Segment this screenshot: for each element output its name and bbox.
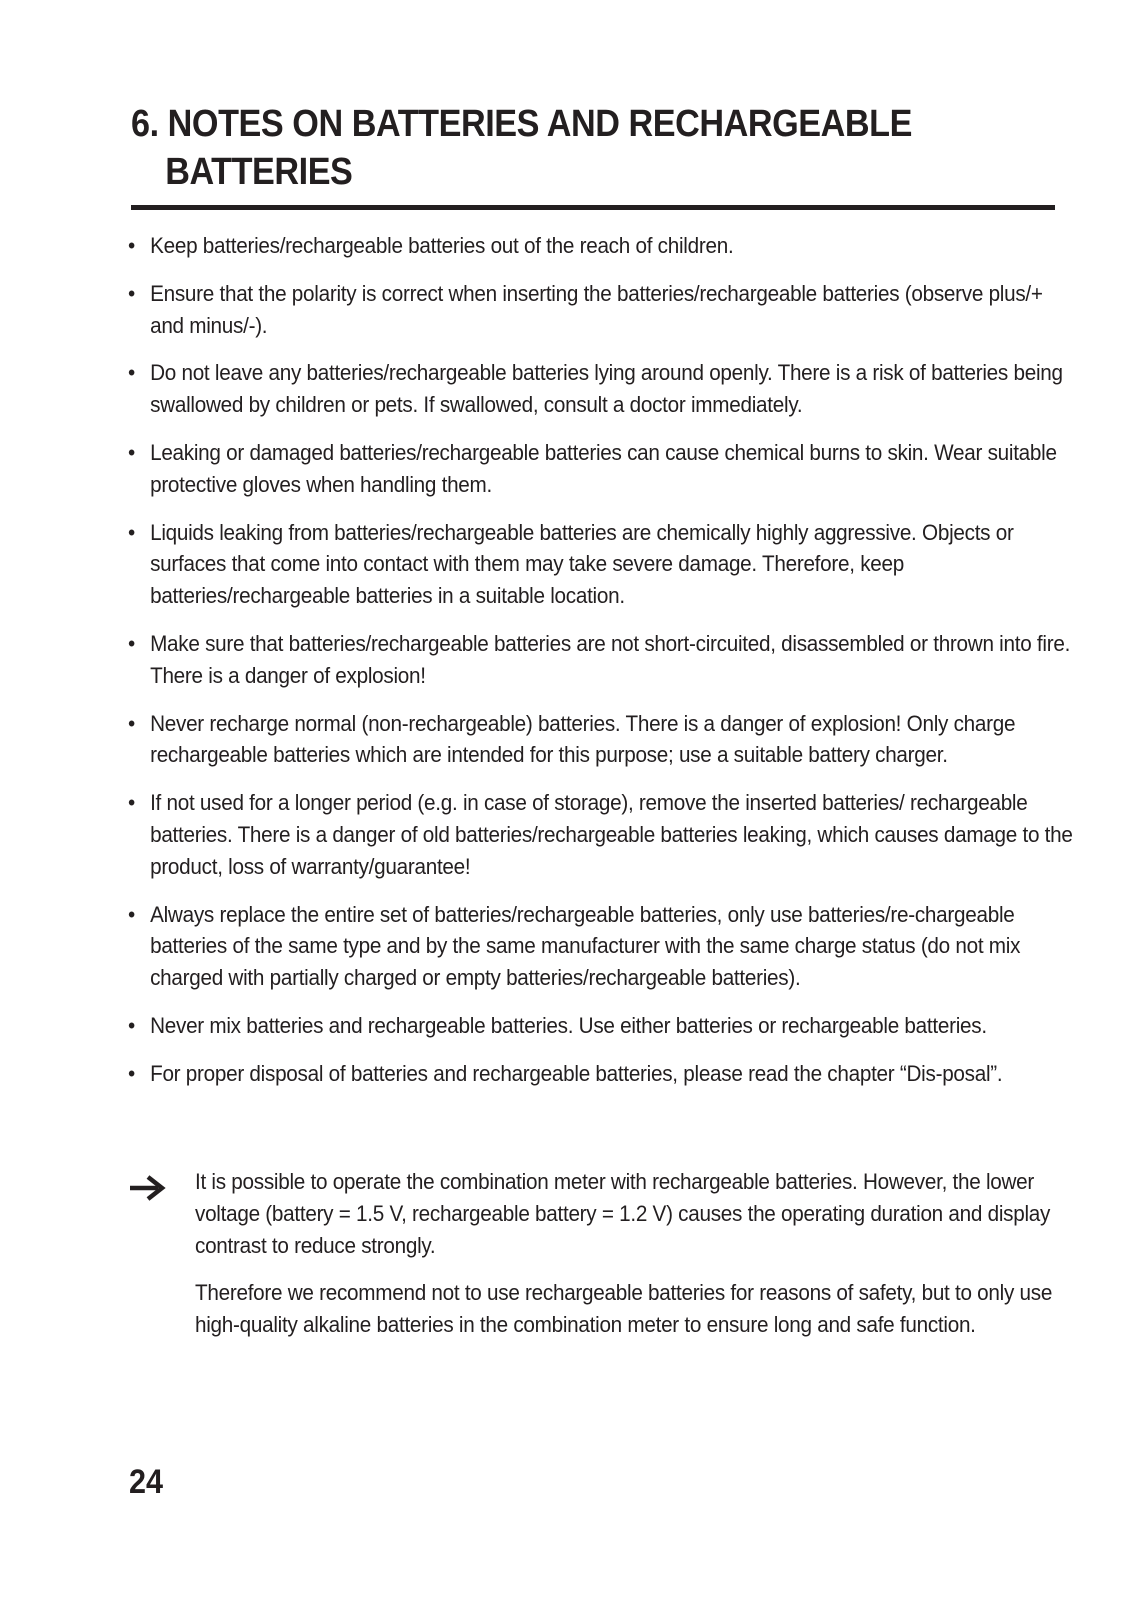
list-item-text: Ensure that the polarity is correct when inserting the batteries/rechargeable batteries (observe plus/+ and minus/-). <box>150 280 1043 338</box>
list-item-text: Leaking or damaged batteries/rechargeable batteries can cause chemical burns to skin. Wear suitable protective gloves when handling them. <box>150 439 1057 497</box>
section-heading <box>131 100 959 196</box>
list-item-text: For proper disposal of batteries and rechargeable batteries, please read the chapter “Dis-posal”. <box>150 1060 1003 1086</box>
list-item <box>128 278 1079 342</box>
list-item-text: Make sure that batteries/rechargeable batteries are not short-circuited, disassembled or thrown into fire. There is a danger of explosion! <box>150 630 1071 688</box>
note-paragraph-2: Therefore we recommend not to use rechargeable batteries for reasons of safety, but to only use high-quality alkaline batteries in the combination meter to ensure long and safe function. <box>195 1280 1053 1338</box>
bullet-dot: • <box>128 1060 135 1086</box>
list-item <box>128 1058 1079 1090</box>
list-item-text: Never mix batteries and rechargeable batteries. Use either batteries or rechargeable batteries. <box>150 1012 987 1038</box>
bullet-dot: • <box>128 630 135 656</box>
bullet-dot: • <box>128 280 135 306</box>
list-item <box>128 230 1079 262</box>
arrow-right-icon <box>128 1174 168 1202</box>
bullet-dot: • <box>128 901 135 927</box>
list-item <box>128 899 1079 994</box>
section-heading-line-2: BATTERIES <box>165 151 353 193</box>
list-item <box>128 708 1079 772</box>
list-item <box>128 1010 1079 1042</box>
list-item-text: Always replace the entire set of batteries/rechargeable batteries, only use batteries/re-chargeable batteries of the same type and by the same manufacturer with the same charge status (do not mix charged with partially charged or empty batteries/rechargeable batteries). <box>150 901 1021 991</box>
page-number: 24 <box>129 1463 164 1501</box>
list-item <box>128 517 1079 612</box>
bullet-dot: • <box>128 439 135 465</box>
list-item-text: Liquids leaking from batteries/rechargeable batteries are chemically highly aggressive. Objects or surfaces that come into contact with them may take severe damage. Therefore, keep batteries/rechargeable batteries in a suitable location. <box>150 519 1014 609</box>
note-paragraph-1: It is possible to operate the combination meter with rechargeable batteries. However, the lower voltage (battery = 1.5 V, rechargeable battery = 1.2 V) causes the operating duration and display contrast to reduce strongly. <box>195 1169 1051 1258</box>
list-item <box>128 357 1079 421</box>
section-heading-line-1: 6. NOTES ON BATTERIES AND RECHARGEABLE <box>131 103 912 145</box>
bullet-dot: • <box>128 1012 135 1038</box>
bullet-dot: • <box>128 233 135 258</box>
bullet-dot: • <box>128 360 135 386</box>
list-item-text: Do not leave any batteries/rechargeable batteries lying around openly. There is a risk of batteries being swallowed by children or pets. If swallowed, consult a doctor immediately. <box>150 360 1063 418</box>
list-item <box>128 628 1079 692</box>
bullet-dot: • <box>128 519 135 545</box>
list-item-text: Keep batteries/rechargeable batteries out of the reach of children. <box>150 233 734 258</box>
battery-notes-list <box>128 230 1073 1106</box>
list-item <box>128 787 1079 882</box>
list-item <box>128 437 1079 501</box>
heading-rule <box>131 205 1055 210</box>
list-item-text: If not used for a longer period (e.g. in case of storage), remove the inserted batteries/ rechargeable batteries. There is a danger of old batteries/rechargeable batteries leaking, which causes damage to the product, loss of warranty/guarantee! <box>150 790 1073 879</box>
bullet-dot: • <box>128 710 135 736</box>
note-text <box>195 1166 1060 1357</box>
list-item-text: Never recharge normal (non-rechargeable) batteries. There is a danger of explosion! Only charge rechargeable batteries which are intended for this purpose; use a suitable battery charger. <box>150 710 1016 768</box>
bullet-dot: • <box>128 790 135 816</box>
